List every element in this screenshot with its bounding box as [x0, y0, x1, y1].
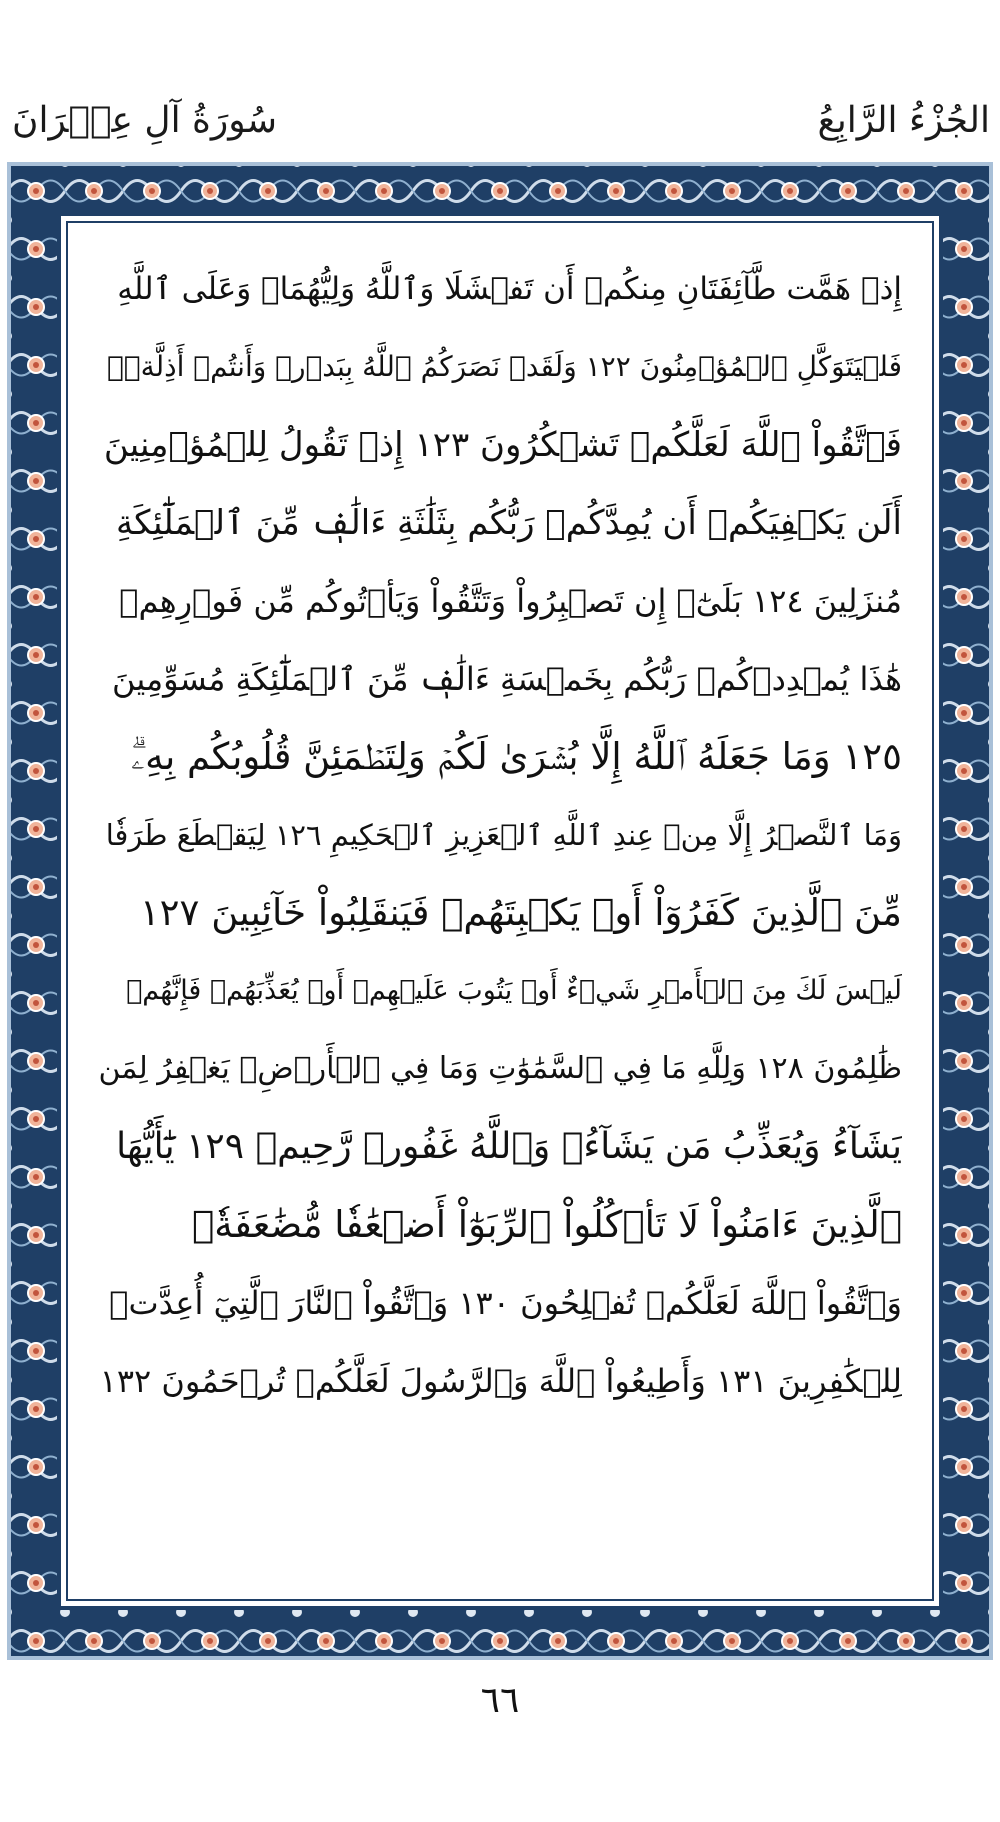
verse-line-9: مِّنَ ٱلَّذِينَ كَفَرُوٓاْ أَوۡ يَكۡبِتَهُمۡ فَيَنقَلِبُواْ خَآئِبِينَ ١٢٧ [139, 891, 902, 934]
verse-line-7: ١٢٥ وَمَا جَعَلَهُ ٱللَّهُ إِلَّا بُشۡرَىٰ لَكُمۡ وَلِتَطۡمَئِنَّ قُلُوبُكُم بِهِۦۗ [131, 735, 902, 778]
verse-line-1: إِذۡ هَمَّت طَّآئِفَتَانِ مِنكُمۡ أَن تَفۡشَلَا وَٱللَّهُ وَلِيُّهُمَاۗ وَعَلَى ٱللَّهِ [117, 271, 902, 307]
verse-line-3: فَٱتَّقُواْ ٱللَّهَ لَعَلَّكُمۡ تَشۡكُرُونَ ١٢٣ إِذۡ تَقُولُ لِلۡمُؤۡمِنِينَ [103, 425, 902, 465]
verse-line-6: هَٰذَا يُمۡدِدۡكُمۡ رَبُّكُم بِخَمۡسَةِ ءَالَٰفٖ مِّنَ ٱلۡمَلَٰٓئِكَةِ مُسَوِّمِينَ [112, 660, 902, 698]
verse-line-15: لِلۡكَٰفِرِينَ ١٣١ وَأَطِيعُواْ ٱللَّهَ وَٱلرَّسُولَ لَعَلَّكُمۡ تُرۡحَمُونَ ١٣٢ [99, 1362, 902, 1400]
juz-title: الجُزْءُ الرَّابِعُ [817, 100, 990, 141]
verse-line-5: مُنزَلِينَ ١٢٤ بَلَىٰٓۚ إِن تَصۡبِرُواْ وَتَتَّقُواْ وَيَأۡتُوكُم مِّن فَوۡرِهِمۡ [119, 582, 902, 620]
verse-line-10: لَيۡسَ لَكَ مِنَ ٱلۡأَمۡرِ شَيۡءٌ أَوۡ يَتُوبَ عَلَيۡهِمۡ أَوۡ يُعَذِّبَهُمۡ فَإِنَّهُمۡ [126, 975, 902, 1006]
surah-title: سُورَةُ آلِ عِمۡرَانَ [12, 100, 278, 141]
verse-line-2: فَلۡيَتَوَكَّلِ ٱلۡمُؤۡمِنُونَ ١٢٢ وَلَقَدۡ نَصَرَكُمُ ٱللَّهُ بِبَدۡرٖ وَأَنتُمۡ أَذِلَّةٞۖ [106, 350, 902, 383]
page-number: ٦٦ [480, 1680, 520, 1721]
verse-line-11: ظَٰلِمُونَ ١٢٨ وَلِلَّهِ مَا فِي ٱلسَّمَٰوَٰتِ وَمَا فِي ٱلۡأَرۡضِۚ يَغۡفِرُ لِمَن [98, 1051, 902, 1086]
verse-line-12: يَشَآءُ وَيُعَذِّبُ مَن يَشَآءُۚ وَٱللَّهُ غَفُورٞ رَّحِيمٞ ١٢٩ يَٰٓأَيُّهَا [116, 1126, 902, 1167]
verse-line-13: ٱلَّذِينَ ءَامَنُواْ لَا تَأۡكُلُواْ ٱلرِّبَوٰٓاْ أَضۡعَٰفٗا مُّضَٰعَفَةٗۖ [192, 1203, 902, 1246]
verse-line-4: أَلَن يَكۡفِيَكُمۡ أَن يُمِدَّكُمۡ رَبُّكُم بِثَلَٰثَةِ ءَالَٰفٖ مِّنَ ٱلۡمَلَٰٓئِكَةِ [115, 503, 902, 543]
verse-line-8: وَمَا ٱلنَّصۡرُ إِلَّا مِنۡ عِندِ ٱللَّهِ ٱلۡعَزِيزِ ٱلۡحَكِيمِ ١٢٦ لِيَقۡطَعَ طَرَفٗا [105, 818, 902, 852]
verse-line-14: وَٱتَّقُواْ ٱللَّهَ لَعَلَّكُمۡ تُفۡلِحُونَ ١٣٠ وَٱتَّقُواْ ٱلنَّارَ ٱلَّتِيٓ أُعِدَّتۡ [109, 1284, 902, 1322]
